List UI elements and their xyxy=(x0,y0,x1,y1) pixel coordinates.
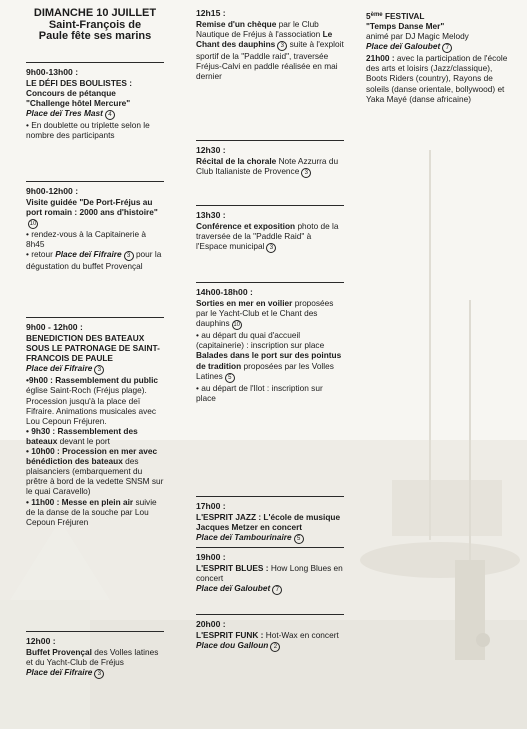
location-number-badge: 2 xyxy=(270,642,280,652)
event-buffet-provencal xyxy=(26,631,164,679)
heading-line-3: Paule fête ses marins xyxy=(38,30,152,42)
location-number-badge: 3 xyxy=(94,669,104,679)
festival-edition-suffix: ème xyxy=(370,12,383,18)
event-text: des Volles latines et du Yacht-Club de Fréjus xyxy=(26,647,159,668)
schedule-item-text: église Saint-Roch (Fréjus plage). Procession jusqu'à la place deï Fifraire. Animations musicales avec Lou Cepoun Fréjuren. xyxy=(26,385,157,426)
event-title: BENEDICTION DES BATEAUX SOUS LE PATRONAGE DE SAINT-FRANCOIS DE PAULE xyxy=(26,333,160,364)
event-text: avec la participation de l'école des arts et loisirs (Jazz/classique), Boots Riders (country), Rayons de soleils (danse orientale, bollywood) et Yaka Mayé (danse africaine) xyxy=(366,53,508,104)
event-place: Place deï Galoubet xyxy=(196,583,271,594)
festival-label: FESTIVAL xyxy=(384,11,425,21)
schedule-item-text: suivie de la danse de la souche par Lou Cepoun Fréjuren xyxy=(26,496,157,527)
event-text: par le Club Nautique de Fréjus à l'association xyxy=(196,19,321,40)
event-text: proposées par les Volles Latines xyxy=(196,360,334,381)
event-text: Hot-Wax en concert xyxy=(265,630,339,641)
schedule-item-bold: • 11h00 : Messe en plein air xyxy=(26,496,134,507)
event-bullet-prefix: • retour xyxy=(26,249,53,260)
event-text: proposées par le Yacht-Club et le Chant des dauphins xyxy=(196,298,334,329)
event-title: LE DÉFI DES BOULISTES : xyxy=(26,78,133,89)
location-number-badge: 7 xyxy=(442,43,452,53)
event-text: Note Azzurra du Club Italianiste de Provence xyxy=(196,156,339,177)
event-time: 17h00 : xyxy=(196,501,226,511)
event-note: • En doublette ou triplette selon le nombre des participants xyxy=(26,120,150,141)
event-defi-boulistes xyxy=(26,62,164,141)
event-bullet: • rendez-vous à la Capitainerie à 8h45 xyxy=(26,229,147,250)
schedule-item-bold: • 10h00 : Procession en mer avec bénédiction des bateaux xyxy=(26,446,158,467)
location-number-badge: 4 xyxy=(105,110,115,120)
location-number-badge: 3 xyxy=(266,243,276,253)
event-text: photo de la traversée de la "Paddle Raid" à l'Espace municipal xyxy=(196,221,339,252)
event-conference-exposition xyxy=(196,205,344,253)
event-title: Buffet Provençal xyxy=(26,647,92,658)
schedule-item-bold: • 9h30 : Rassemblement des bateaux xyxy=(26,425,138,446)
event-text: suite à l'exploit sportif de la "Paddle raid", traversée Fréjus-Calvi en paddle réalisée en mai dernier xyxy=(196,39,344,82)
event-esprit-blues xyxy=(196,547,344,595)
location-number-badge: 5 xyxy=(294,534,304,544)
event-sorties-en-mer xyxy=(196,282,344,403)
event-remise-cheque xyxy=(196,8,344,82)
event-place: Place deï Galoubet xyxy=(366,41,441,52)
festival-animation: animé par DJ Magic Melody xyxy=(366,31,469,42)
schedule-item-text: des plaisanciers (embarquement du prêtre à bord de la vedette SNSM sur le quai Caravello) xyxy=(26,456,164,497)
event-place: Place deï Tambourinaire xyxy=(196,532,292,543)
schedule-item-text: devant le port xyxy=(59,435,110,446)
event-title: L'ESPRIT FUNK : xyxy=(196,630,264,641)
location-number-badge: 3 xyxy=(124,251,134,261)
event-bullet: • au départ de l'Ilot : inscription sur place xyxy=(196,382,323,403)
event-title: Le Chant des dauphins xyxy=(196,29,333,50)
event-title: L'ESPRIT JAZZ : L'école de musique Jacques Metzer en concert xyxy=(196,512,341,533)
event-title: Visite guidée "De Port-Fréjus au port romain : 2000 ans d'histoire" xyxy=(26,197,158,218)
event-subtitle: "Challenge hôtel Mercure" xyxy=(26,98,131,109)
event-place: Place deï Fifraire xyxy=(55,249,122,260)
event-title: Sorties en mer en voilier xyxy=(196,298,293,309)
event-recital-chorale xyxy=(196,140,344,178)
event-time: 14h00-18h00 : xyxy=(196,287,253,297)
event-time: 9h00-12h00 : xyxy=(26,186,79,196)
event-title: L'ESPRIT BLUES : xyxy=(196,563,269,574)
festival-edition-number: 5 xyxy=(366,11,371,21)
event-festival-temps-danse-mer xyxy=(366,10,514,104)
event-time: 12h30 : xyxy=(196,145,226,155)
location-number-badge: 7 xyxy=(272,585,282,595)
event-title: Remise d'un chèque xyxy=(196,19,277,30)
location-number-badge: 3 xyxy=(277,41,287,51)
event-place: Place dou Galloun xyxy=(196,640,269,651)
event-esprit-funk xyxy=(196,614,344,652)
event-benediction-bateaux xyxy=(26,317,164,527)
event-time: 12h00 : xyxy=(26,636,56,646)
event-visite-guidee xyxy=(26,181,164,272)
location-number-badge: 3 xyxy=(301,168,311,178)
event-subtitle: Concours de pétanque xyxy=(26,88,116,99)
event-time: 9h00-13h00 : xyxy=(26,67,79,77)
event-time: 19h00 : xyxy=(196,552,226,562)
location-number-badge: 3 xyxy=(94,365,104,375)
event-place: Place deï Tres Mast xyxy=(26,108,103,119)
event-place: Place deï Fifraire xyxy=(26,667,93,678)
event-esprit-jazz xyxy=(196,496,344,544)
location-number-badge: 10 xyxy=(29,221,37,228)
event-time: 20h00 : xyxy=(196,619,226,629)
festival-title: "Temps Danse Mer" xyxy=(366,21,445,32)
event-place: Place deï Fifraire xyxy=(26,363,93,374)
event-bullet-text: pour la dégustation du buffet Provençal xyxy=(26,249,162,272)
event-title: Balades dans le port sur des pointus de tradition xyxy=(196,350,342,371)
page-heading xyxy=(26,8,164,43)
location-number-badge: 10 xyxy=(233,322,241,329)
schedule-item-bold: •9h00 : Rassemblement du public xyxy=(26,375,159,386)
heading-line-1: DIMANCHE 10 JUILLET xyxy=(33,7,157,19)
event-text: How Long Blues en concert xyxy=(196,563,343,584)
location-number-badge: 5 xyxy=(225,373,235,383)
event-time: 12h15 : xyxy=(196,8,226,18)
event-time: 21h00 : xyxy=(366,53,395,64)
event-title: Récital de la chorale xyxy=(196,156,277,167)
event-time: 13h30 : xyxy=(196,210,226,220)
event-time: 9h00 - 12h00 : xyxy=(26,322,83,332)
event-title: Conférence et exposition xyxy=(196,221,296,232)
heading-line-2: Saint-François de xyxy=(48,18,142,31)
event-bullet: • au départ du quai d'accueil (capitainerie) : inscription sur place xyxy=(196,330,325,351)
